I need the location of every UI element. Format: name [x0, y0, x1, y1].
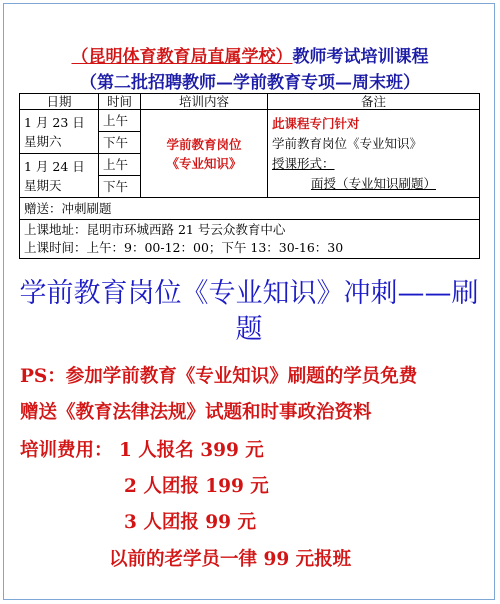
notes-line1: 此课程专门针对 — [272, 115, 360, 131]
day2-weekday: 星期天 — [24, 177, 62, 193]
notes-line3: 授课形式： — [272, 155, 335, 171]
col-header-content: 培训内容 — [141, 94, 268, 110]
class-time: 上课时间：上午：9：00-12：00；下午 13：30-16：30 — [24, 240, 344, 255]
fee-line-3: 3 人团报 99 元 — [124, 512, 256, 533]
day2-pm: 下午 — [99, 176, 141, 198]
page-subtitle: （第二批招聘教师—学前教育专项—周末班） — [80, 73, 420, 93]
content-line2: 《专业知识》 — [166, 155, 242, 171]
day2-date-cell — [20, 154, 99, 198]
notes-line4: 面授（专业知识刷题） — [310, 175, 436, 191]
ps-line-2: 赠送《教育法律法规》试题和时事政治资料 — [20, 402, 372, 423]
day1-weekday: 星期六 — [24, 133, 62, 149]
table-row — [20, 110, 480, 132]
ps-line-1: PS：参加学前教育《专业知识》刷题的学员免费 — [20, 366, 418, 387]
address-time-cell — [20, 220, 480, 259]
day1-am: 上午 — [99, 110, 141, 132]
title-school: （昆明体育教育局直属学校） — [71, 47, 293, 67]
schedule-table — [19, 93, 480, 259]
fee-line-2: 2 人团报 199 元 — [124, 476, 269, 497]
notes-line2: 学前教育岗位《专业知识》 — [272, 135, 423, 151]
day1-date: 1 月 23 日 — [24, 114, 85, 130]
day1-date-cell — [20, 110, 99, 154]
notes-cell — [268, 110, 480, 198]
table-header-row — [20, 94, 480, 110]
col-header-notes: 备注 — [268, 94, 480, 110]
content-line1: 学前教育岗位 — [166, 136, 242, 152]
class-address: 上课地址：昆明市环城西路 21 号云众教育中心 — [24, 222, 286, 237]
content-cell — [141, 110, 268, 198]
fee-line-1: 培训费用： 1 人报名 399 元 — [20, 440, 264, 461]
day1-pm: 下午 — [99, 132, 141, 154]
day2-date: 1 月 24 日 — [24, 158, 85, 174]
table-row — [20, 198, 480, 220]
table-row — [20, 220, 480, 259]
fee-line-4: 以前的老学员一律 99 元报班 — [109, 549, 352, 570]
day2-am: 上午 — [99, 154, 141, 176]
col-header-time: 时间 — [99, 94, 141, 110]
gift-cell: 赠送：冲刺刷题 — [20, 198, 480, 220]
col-header-date: 日期 — [20, 94, 99, 110]
page-title — [0, 42, 500, 67]
main-heading: 学前教育岗位《专业知识》冲刺——刷题 — [19, 278, 479, 345]
title-course: 教师考试培训课程 — [292, 47, 429, 67]
